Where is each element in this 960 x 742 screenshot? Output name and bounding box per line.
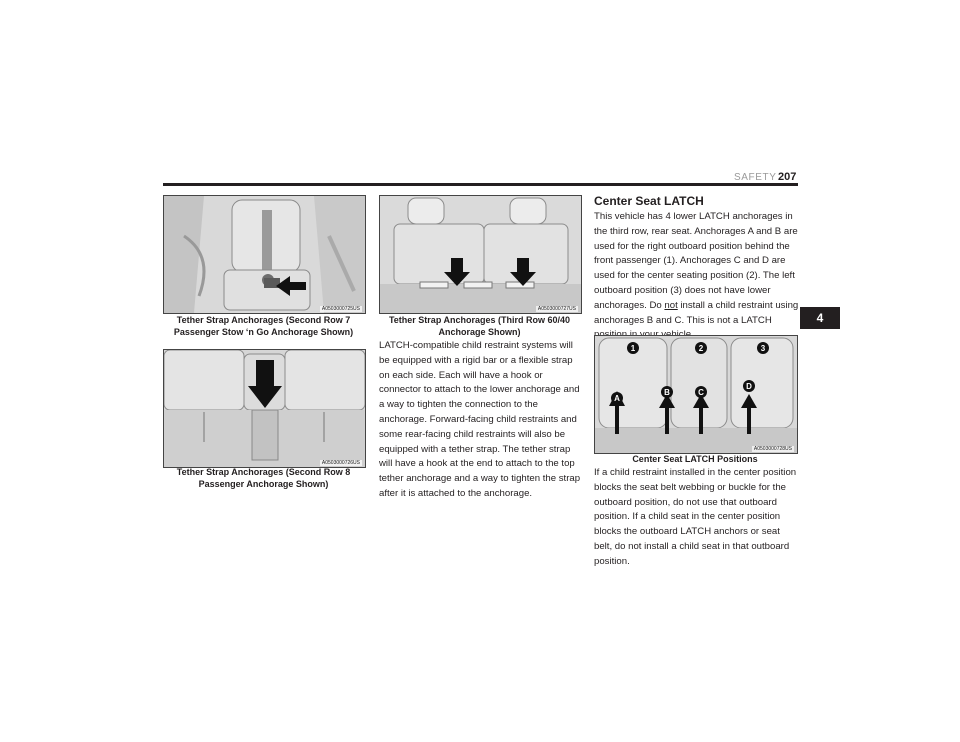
figure-code: A0503000728US <box>753 446 792 452</box>
anchorage-marker-d <box>743 380 755 392</box>
position-marker-3 <box>757 342 769 354</box>
caption-figure-1: Tether Strap Anchorages (Second Row 7 Passenger Stow ‘n Go Anchorage Shown) <box>173 315 354 337</box>
marker-label: C <box>698 388 704 397</box>
caption-figure-4: Center Seat LATCH Positions <box>632 454 758 464</box>
position-marker-2 <box>695 342 707 354</box>
figure-second-row-7-passenger <box>163 195 366 314</box>
section-heading: Center Seat LATCH <box>594 194 704 208</box>
marker-label: B <box>664 388 670 397</box>
anchorage-marker-a <box>611 392 623 404</box>
figure-third-row-60-40 <box>379 195 582 314</box>
seat-illustration-1 <box>164 196 365 313</box>
position-marker-1 <box>627 342 639 354</box>
seat-illustration-2 <box>164 350 365 467</box>
marker-label: 1 <box>630 344 636 353</box>
figure-center-seat-latch <box>594 335 798 454</box>
figure-code: A0503000725US <box>321 306 360 312</box>
chapter-tab: 4 <box>800 307 840 329</box>
figure-second-row-8-passenger <box>163 349 366 468</box>
center-position-warning-paragraph: If a child restraint installed in the center position blocks the seat belt webbing or buckle for the outboard position, do not use that outboard position. If a child seat in the center position blocks the outboard LATCH anchors or seat belt, do not install a child seat in that outboard position. <box>594 467 797 567</box>
seat-illustration-4 <box>595 336 797 453</box>
marker-label: 3 <box>760 344 766 353</box>
running-header-section: SAFETY <box>734 172 777 183</box>
emphasis-not: not <box>664 299 678 311</box>
figure-code: A0503000726US <box>321 460 360 466</box>
caption-figure-2: Tether Strap Anchorages (Second Row 8 Passenger Anchorage Shown) <box>176 467 351 489</box>
paragraph-text: install a child restraint using anchorages B and C. This is not a LATCH <box>594 299 799 326</box>
seat-illustration-3 <box>380 196 581 313</box>
header-rule <box>163 183 798 186</box>
paragraph-text: This vehicle has 4 lower LATCH anchorages in the third row, rear seat. Anchorages A and B are used for the right outboard position behind the front passenger (1). Anchorages C and D are used for the center seating position (2). The left outboard position (3) does not have lower anchorages. Do <box>594 211 798 311</box>
marker-label: D <box>746 382 752 391</box>
anchorage-marker-c <box>695 386 707 398</box>
anchorage-marker-b <box>661 386 673 398</box>
page-number: 207 <box>778 171 797 183</box>
marker-label: A <box>614 394 620 403</box>
marker-label: 2 <box>698 344 704 353</box>
caption-figure-3: Tether Strap Anchorages (Third Row 60/40 Anchorage Shown) <box>388 315 571 337</box>
figure-code: A0503000727US <box>537 306 576 312</box>
center-latch-paragraph <box>594 210 799 343</box>
latch-description-paragraph: LATCH-compatible child restraint systems will be equipped with a rigid bar or a flexible strap on each side. Each will have a hook or connector to attach to the lower anchorage and a way to tighten the connection to the anchorage. Forward-facing child restraints and some rear-facing child restraints will also be equipped with a tether strap. The tether strap will have a hook at the end to attach to the top tether anchorage and a way to tighten the strap after it is attached to the anchorage. <box>379 340 581 499</box>
